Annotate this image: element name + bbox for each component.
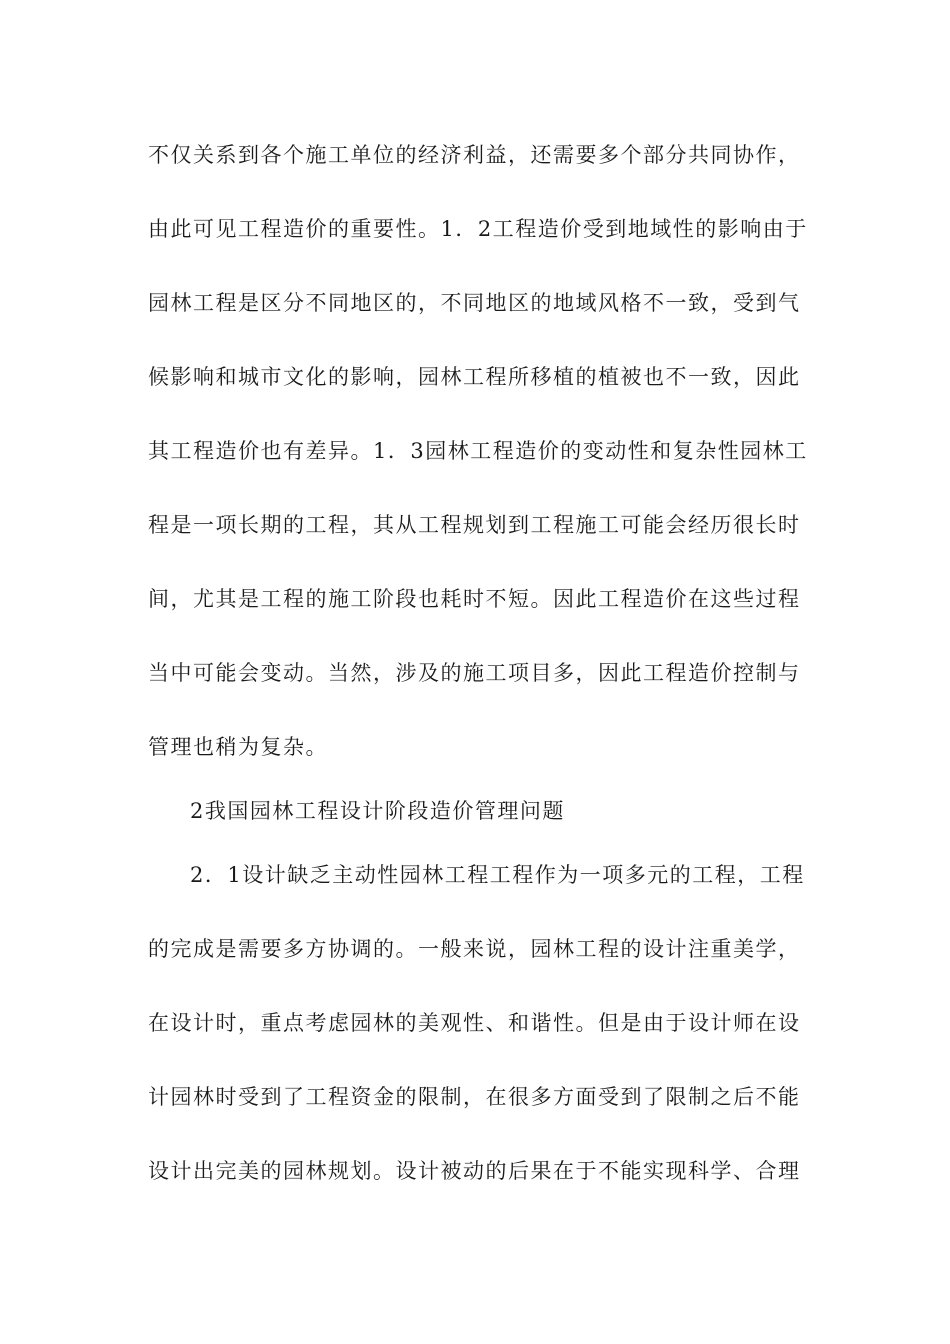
paragraph-line: 管理也稍为复杂。 (148, 735, 328, 759)
section-heading: 2我国园林工程设计阶段造价管理问题 (190, 799, 565, 823)
paragraph-line: 设计出完美的园林规划。设计被动的后果在于不能实现科学、合理 (148, 1159, 801, 1183)
paragraph-line: 在设计时，重点考虑园林的美观性、和谐性。但是由于设计师在设 (148, 1011, 801, 1035)
paragraph-line: 2．1设计缺乏主动性园林工程工程作为一项多元的工程，工程 (190, 863, 805, 887)
paragraph-line: 候影响和城市文化的影响，园林工程所移植的植被也不一致，因此 (148, 365, 801, 389)
paragraph-line: 当中可能会变动。当然，涉及的施工项目多，因此工程造价控制与 (148, 661, 801, 685)
paragraph-line: 的完成是需要多方协调的。一般来说，园林工程的设计注重美学， (148, 937, 801, 961)
paragraph-line: 不仅关系到各个施工单位的经济利益，还需要多个部分共同协作， (148, 143, 801, 167)
paragraph-line: 其工程造价也有差异。1．3园林工程造价的变动性和复杂性园林工 (148, 439, 808, 463)
paragraph-line: 计园林时受到了工程资金的限制，在很多方面受到了限制之后不能 (148, 1085, 801, 1109)
paragraph-line: 由此可见工程造价的重要性。1．2工程造价受到地域性的影响由于 (148, 217, 808, 241)
paragraph-line: 间，尤其是工程的施工阶段也耗时不短。因此工程造价在这些过程 (148, 587, 801, 611)
paragraph-line: 园林工程是区分不同地区的，不同地区的地域风格不一致，受到气 (148, 291, 801, 315)
paragraph-line: 程是一项长期的工程，其从工程规划到工程施工可能会经历很长时 (148, 513, 801, 537)
